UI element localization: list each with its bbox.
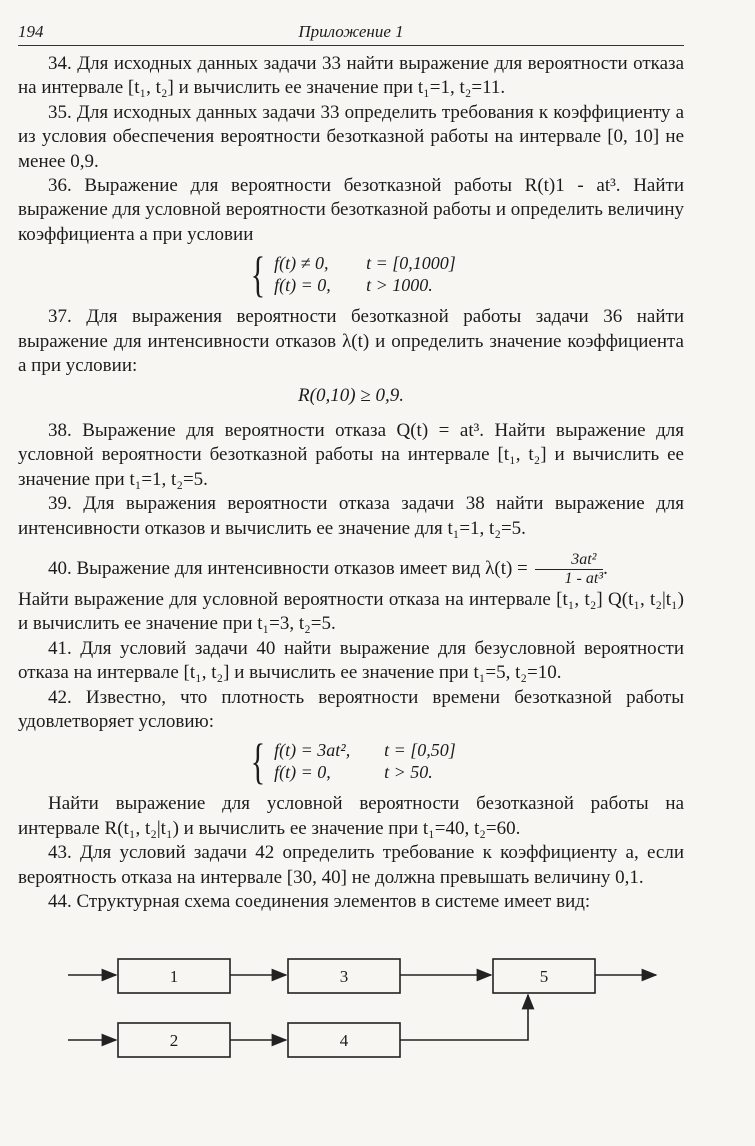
brace-icon: { xyxy=(250,733,266,790)
problems-text xyxy=(18,52,684,914)
fraction-40 xyxy=(535,551,604,588)
fraction-40-numerator: 3at² xyxy=(535,551,604,570)
brace-icon: { xyxy=(250,246,266,303)
problem-41: 41. Для условий задачи 40 найти выражение для безусловной вероятности отказа на интервале [t₁, t₂] и вычислить ее значение при t₁=5, t₂=10. xyxy=(18,637,684,684)
block-5-label: 5 xyxy=(539,967,549,986)
block-4-label: 4 xyxy=(339,1031,349,1050)
problem-38: 38. Выражение для вероятности отказа Q(t) = at³. Найти выражение для условной вероятности безотказной работы на интервале [t₁, t₂] и вычислить ее значение при t₁=1, t₂=5. xyxy=(18,419,684,490)
structure-diagram xyxy=(68,945,688,1075)
block-1-label: 1 xyxy=(169,967,179,986)
problem-37: 37. Для выражения вероятности безотказной работы задачи 36 найти выражение для интенсивности отказов λ(t) и определить значение коэффициента a при условии: xyxy=(18,306,684,377)
page-number: 194 xyxy=(18,22,44,41)
sys42-row2-right: t > 50. xyxy=(384,762,433,783)
problem-44: 44. Структурная схема соединения элементов в системе имеет вид: xyxy=(48,890,591,912)
sys42-row2-left: f(t) = 0, xyxy=(274,762,331,783)
sys36-row1-left: f(t) ≠ 0, xyxy=(274,253,329,274)
problem-39: 39. Для выражения вероятности отказа задачи 38 найти выражение для интенсивности отказов и вычислить ее значение для t₁=1, t₂=5. xyxy=(18,493,684,539)
block-2-label: 2 xyxy=(169,1031,179,1050)
problem-36: 36. Выражение для вероятности безотказной работы R(t)1 - at³. Найти выражение для условной вероятности безотказной работы и определить величину коэффициента a при условии xyxy=(18,175,684,245)
sys36-row2-left: f(t) = 0, xyxy=(274,275,331,296)
sys42-row1-left: f(t) = 3at², xyxy=(274,740,351,761)
problem-34: 34. Для исходных данных задачи 33 найти выражение для вероятности отказа на интервале [t₁, t₂] и вычислить ее значение при t₁=1, t₂=11. xyxy=(18,53,684,99)
problem-40-text: 40. Выражение для интенсивности отказов имеет вид λ(t) = xyxy=(48,557,528,579)
problem-42-continued: Найти выражение для условной вероятности безотказной работы на интервале R(t₁, t₂|t₁) и вычислить ее значение при t₁=40, t₂=60. xyxy=(18,793,684,839)
fraction-40-denominator: 1 - at³ xyxy=(564,569,604,587)
page-header xyxy=(18,22,684,46)
page xyxy=(18,22,684,914)
sys42-row1-right: t = [0,50] xyxy=(384,740,456,761)
problem-40: 40. Выражение для интенсивности отказов имеет вид λ(t) = $\frac{\text{3at²}}{\text{1 - at³}}$ . xyxy=(48,550,608,587)
formula-42 xyxy=(18,733,684,790)
running-title: Приложение 1 xyxy=(298,22,404,41)
equation-system-36 xyxy=(246,246,456,303)
problem-43: 43. Для условий задачи 42 определить требование к коэффициенту a, если вероятность отказа на интервале [30, 40] не должна превышать величину 0,1. xyxy=(18,842,684,888)
formula-36 xyxy=(18,246,684,303)
problem-35: 35. Для исходных данных задачи 33 определить требования к коэффициенту a из условия обеспечения вероятности безотказной работы на интервале [0, 10] не менее 0,9. xyxy=(18,101,684,172)
block-3-label: 3 xyxy=(339,967,349,986)
equation-system-42 xyxy=(246,733,456,790)
line-4-5 xyxy=(400,995,528,1040)
formula-37: R(0,10) ≥ 0,9. xyxy=(298,385,404,407)
sys36-row2-right: t > 1000. xyxy=(366,275,433,296)
problem-42: 42. Известно, что плотность вероятности времени безотказной работы удовлетворяет условию: xyxy=(18,686,684,732)
sys36-row1-right: t = [0,1000] xyxy=(366,253,456,274)
problem-40-continued: Найти выражение для условной вероятности отказа на интервале [t₁, t₂] Q(t₁, t₂|t₁) и вычислить ее значение при t₁=3, t₂=5. xyxy=(18,588,684,635)
